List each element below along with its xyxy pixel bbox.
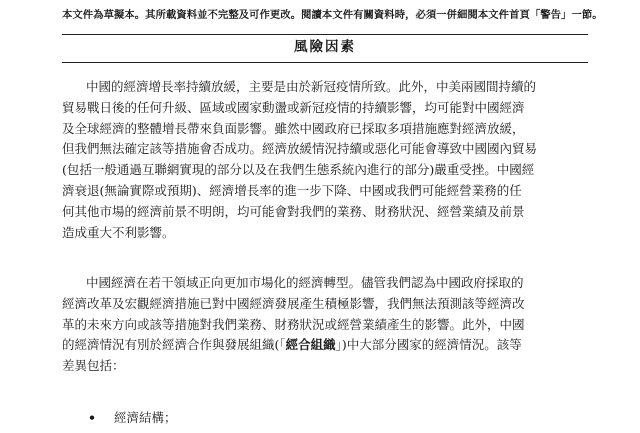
paragraph-line: 中國經濟在若干領域正向更加市場化的經濟轉型。儘管我們認為中國政府採取的 [86, 275, 524, 290]
oecd-defined-term: 經合組織 [285, 337, 336, 353]
title-top-rule [62, 34, 588, 35]
paragraph-line: 革的未來方向或該等措施對我們業務、財務狀況或經營業績產生的影響。此外，中國 [62, 316, 525, 332]
paragraph-economic-slowdown [62, 77, 582, 243]
paragraph-economic-transition [62, 273, 582, 377]
paragraph-line: 濟衰退(無論實際或預期)、經濟增長率的進一步下降、中國或我們可能經營業務的任 [62, 182, 522, 198]
paragraph-line: (包括一般通過互聯網實現的部分以及在我們生態系統內進行的部分)嚴重受挫。中國經 [62, 162, 535, 178]
paragraph-line: 經濟改革及宏觀經濟措施已對中國經濟發展產生積極影響，我們無法預測該等經濟改 [62, 295, 525, 311]
bullet-icon: • [88, 410, 96, 425]
paragraph-line-oecd [62, 335, 582, 356]
oecd-line-suffix: 」)中大部分國家的經濟情況。該等 [335, 337, 522, 353]
paragraph-line: 貿易戰日後的任何升級、區域或國家動盪或新冠疫情的持續影響，均可能對中國經濟 [62, 99, 525, 115]
paragraph-line: 何其他市場的經濟前景不明朗，均可能會對我們的業務、財務狀況、經營業績及前景 [62, 203, 525, 219]
bullet-list-item [88, 408, 177, 428]
bullet-text: 經濟結構； [114, 410, 177, 425]
paragraph-line: 中國的經濟增長率持續放緩，主要是由於新冠疫情所致。此外，中美兩國間持續的 [86, 79, 537, 94]
paragraph-line: 及全球經濟的整體增長帶來負面影響。雖然中國政府已採取多項措施應對經濟放緩， [62, 120, 525, 136]
section-title: 風險因素 [294, 39, 356, 55]
draft-disclaimer: 本文件為草擬本。其所載資料並不完整及可作更改。閱讀本文件有關資料時，必須一併細閱本文件首頁「警告」一節。 [62, 9, 603, 21]
paragraph-line: 造成重大不利影響。 [62, 224, 175, 240]
paragraph-line: 差異包括： [62, 358, 125, 374]
paragraph-line: 但我們無法確定該等措施會否成功。經濟放緩情況持續或惡化可能會導致中國國內貿易 [62, 141, 538, 157]
title-bottom-rule [62, 62, 588, 63]
oecd-line-prefix: 的經濟情況有別於經濟合作與發展組織(「 [62, 337, 286, 353]
